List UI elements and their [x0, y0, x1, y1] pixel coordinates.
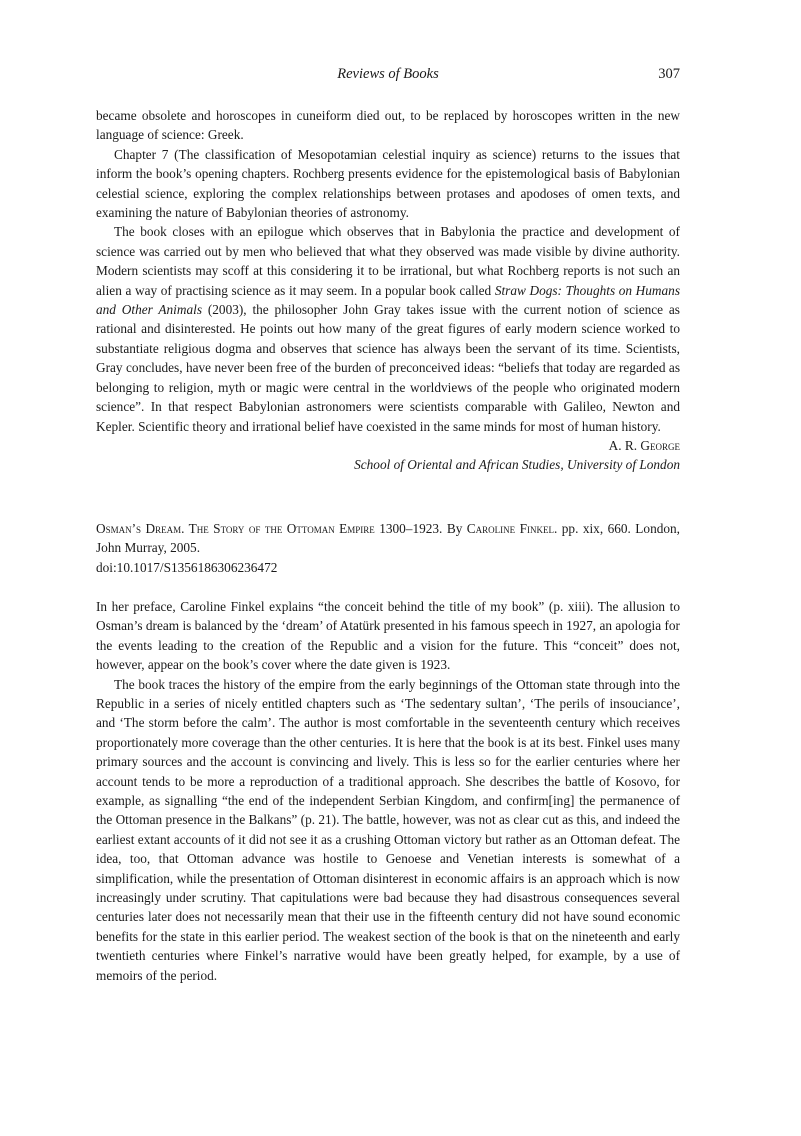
review-paragraph [96, 222, 680, 435]
paragraph-text: (2003), the philosopher John Gray takes issue with the current notion of science as rational and disinterested. He points out how many of the great figures of early modern science worked to substantiate religious dogma and observes that science has always been the servant of its time. Scientists, Gray concludes, have never been free of the burden of preconceived ideas: “beliefs that today are regarded as belonging to religion, myth or magic were central in the worldviews of the people who originated modern science”. In that respect Babylonian astronomers were scientists comparable with Galileo, Newton and Kepler. Scientific theory and irrational belief have coexisted in the same minds for most of human history. [96, 302, 680, 434]
biblio-by: By [442, 520, 467, 536]
biblio-line [96, 519, 680, 558]
review-paragraph: In her preface, Caroline Finkel explains “the conceit behind the title of my book” (p. xiii). The allusion to Osman’s dream is balanced by the ‘dream’ of Atatürk presented in his famous speech in 1927, an apologia for the events leading to the creation of the Republic and a vision for the future. This “conceit” does not, however, appear on the book’s cover where the date given is 1923. [96, 598, 680, 673]
book-title: Osman’s Dream. The Story of the Ottoman Empire 1300–1923. [96, 520, 443, 536]
running-head-title: Reviews of Books [337, 66, 439, 82]
book-author: Caroline Finkel [466, 520, 554, 536]
reviewer-affiliation: School of Oriental and African Studies, University of London [354, 457, 680, 473]
book-title-italic: Straw Dogs: Thoughts on Humans and Other Animals [96, 282, 680, 318]
running-head [96, 62, 680, 86]
doi: doi:10.1017/S1356186306236472 [96, 559, 278, 575]
journal-page [96, 62, 680, 985]
review-paragraph: The book traces the history of the empire from the early beginnings of the Ottoman state through into the Republic in a series of nicely entitled chapters such as ‘The sedentary sultan’, ‘The perils of insouciance’, and ‘The storm before the calm’. The author is most comfortable in the seventeenth century which receives proportionately more coverage than the other centuries. It is here that the book is at its best. Finkel uses many primary sources and the account is convincing and lively. This is less so for the earlier centuries where her account tends to be more a reproduction of a traditional approach. She describes the battle of Kosovo, for example, as signalling “the end of the independent Serbian Kingdom, and confirm[ing] the permanence of the Ottoman presence in the Balkans” (p. 21). The battle, however, was not as clear cut as this, and indeed the earliest extant accounts of it did not see it as a crushing Ottoman victory but rather as an Ottoman defeat. The idea, too, that Ottoman advance was hostile to Genoese and Venetian interests is somewhat of a simplification, while the presentation of Ottoman disinterest in economic affairs is an approach which is now increasingly under scrutiny. That capitulations were bad because they had disastrous consequences several centuries later does not necessarily mean that their use in the fifteenth century did not have sound economic benefits for the state in this earlier period. The weakest section of the book is that on the nineteenth and early twentieth centuries where Finkel’s narrative would have been greatly helped, for example, by a use of memoirs of the period. [96, 676, 680, 983]
review-paragraph: became obsolete and horoscopes in cuneiform died out, to be replaced by horoscopes written in the new language of science: Greek. [96, 108, 680, 143]
reviewer-name: A. R. George [608, 437, 680, 453]
review-finkel [96, 597, 680, 985]
paragraph-text: The book closes with an epilogue which observes that in Babylonia the practice and development of science was carried out by men who believed that what they observed was made visible by divine authority. Modern scientists may scoff at this considering it to be irrational, but what Rochberg reports is not such an alien a way of practising science as it may seem. In a popular book called [96, 224, 680, 298]
biblio-publication: . pp. xix, 660. London, John Murray, 2005. [96, 520, 680, 556]
bibliographic-entry [96, 519, 680, 577]
review-paragraph: Chapter 7 (The classification of Mesopotamian celestial inquiry as science) returns to the issues that inform the book’s opening chapters. Rochberg presents evidence for the epistemological basis of Babylonian celestial science, exploring the complex relationships between protases and apodoses of omen texts, and examining the nature of Babylonian theories of astronomy. [96, 146, 680, 221]
reviewer-signature [96, 436, 680, 475]
page-number: 307 [658, 66, 680, 82]
review-george [96, 106, 680, 475]
